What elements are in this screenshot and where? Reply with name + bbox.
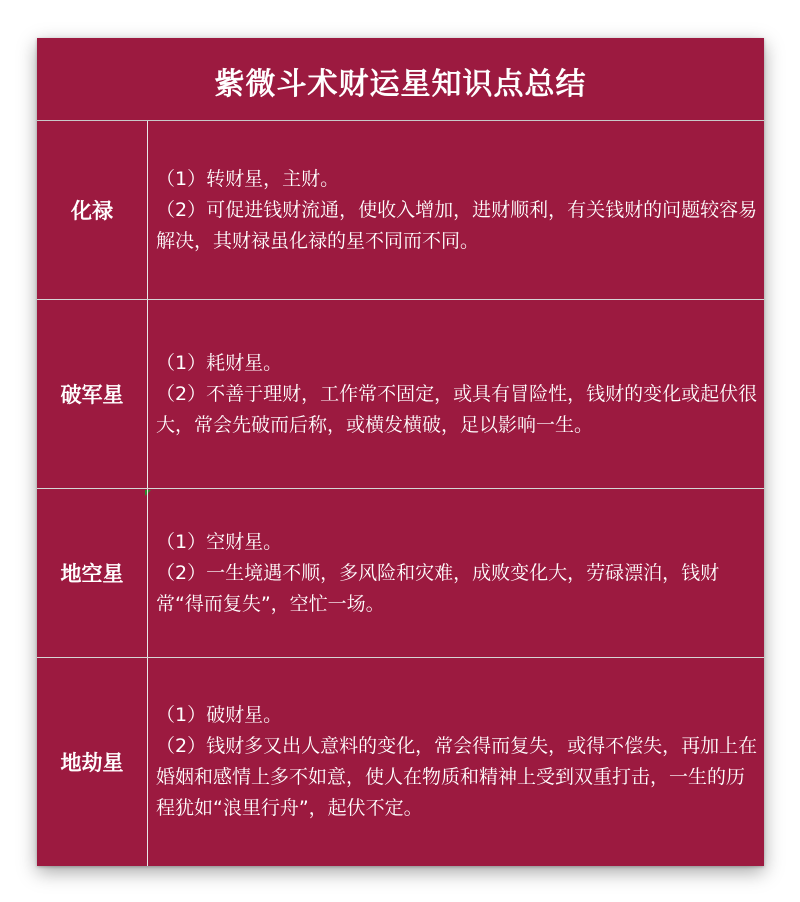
table-title-row — [37, 38, 764, 121]
row-line: （1）耗财星。 — [156, 351, 283, 374]
table-row-dikong — [37, 489, 764, 658]
row-content — [148, 300, 764, 488]
table-row-pojun — [37, 300, 764, 489]
row-line: （2）一生境遇不顺，多风险和灾难，成败变化大，劳碌漂泊，钱财常“得而复失”，空忙一场。 — [156, 561, 720, 615]
row-label: 地劫星 — [37, 658, 148, 866]
row-label: 地空星 — [37, 489, 148, 657]
table-row-hualu — [37, 121, 764, 300]
row-line: （1）破财星。 — [156, 704, 283, 726]
row-content — [148, 121, 764, 299]
row-line: （2）钱财多又出人意料的变化，常会得而复失，或得不偿失，再加上在婚姻和感情上多不如意，使人在物质和精神上受到双重打击，一生的历程犹如“浪里行舟”，起伏不定。 — [156, 735, 758, 819]
row-label: 化禄 — [37, 121, 148, 299]
row-content — [148, 658, 764, 866]
row-content — [148, 489, 764, 657]
row-line: （2）可促进钱财流通，使收入增加，进财顺利，有关钱财的问题较容易解决，其财禄虽化禄的星不同而不同。 — [156, 198, 758, 252]
row-line: （1）转财星，主财。 — [156, 167, 340, 190]
row-label: 破军星 — [37, 300, 148, 488]
table-title: 紫微斗术财运星知识点总结 — [214, 67, 587, 102]
summary-table — [37, 38, 764, 866]
row-line: （1）空财星。 — [156, 530, 283, 553]
row-line: （2）不善于理财，工作常不固定，或具有冒险性，钱财的变化或起伏很大，常会先破而后称，或横发横破，足以影响一生。 — [156, 382, 758, 436]
table-row-dijie — [37, 658, 764, 866]
